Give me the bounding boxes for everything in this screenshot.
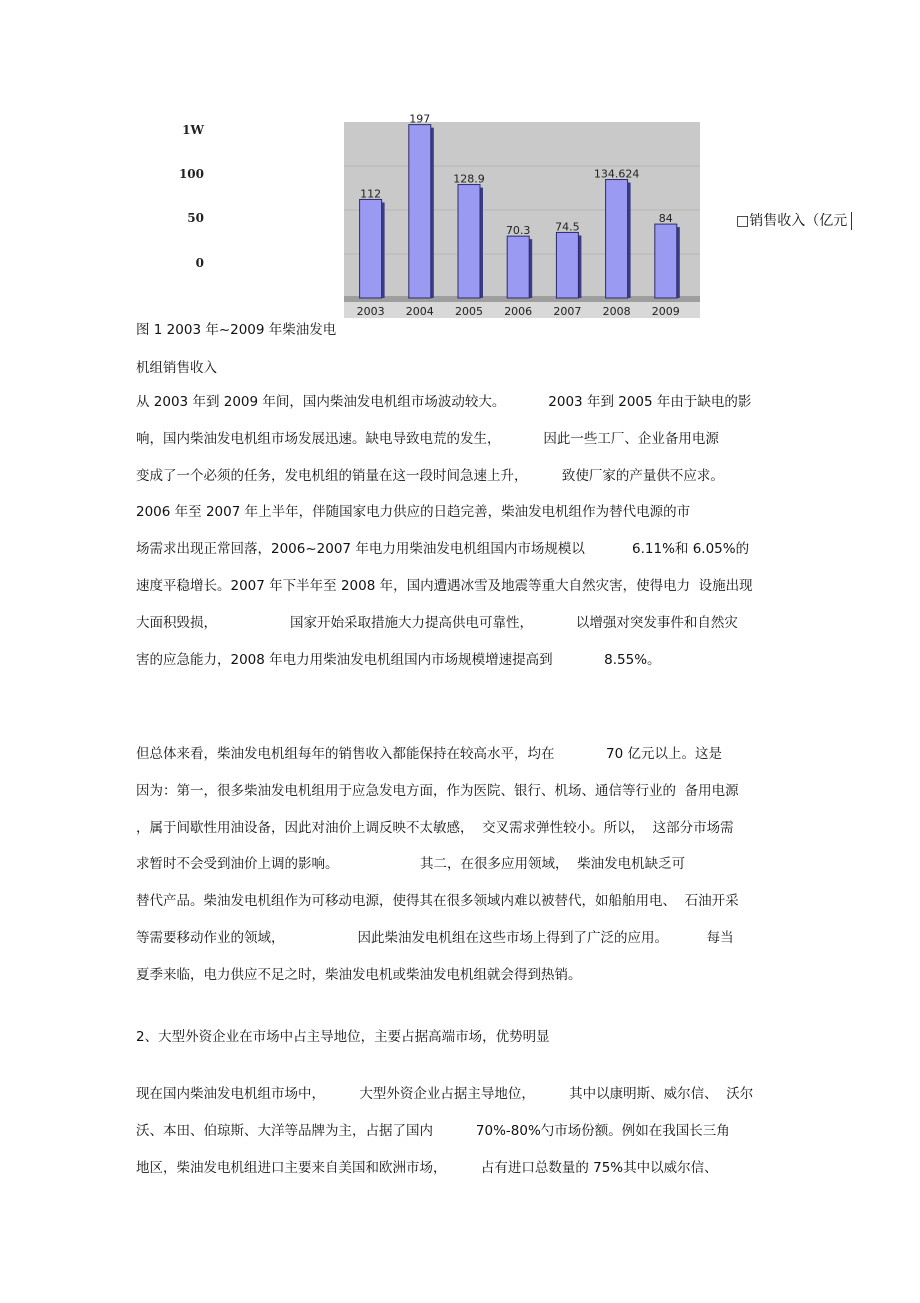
text-line: 从 2003 年到 2009 年间，国内柴油发电机组市场波动较大。 2003 年到 2005 年由于缺电的影 — [136, 394, 752, 410]
section-heading: 2、大型外资企业在市场中占主导地位，主要占据高端市场，优势明显 — [136, 1029, 550, 1045]
data-label: 70.3 — [505, 224, 531, 238]
sales-revenue-bar-chart — [344, 112, 700, 318]
chart-legend: □销售收入（亿元 — [736, 212, 852, 230]
bar — [655, 224, 677, 298]
bar — [409, 125, 431, 298]
y-tick-label: 0 — [195, 256, 204, 270]
text-line: 但总体来看，柴油发电机组每年的销售收入都能保持在较高水平，均在 70 亿元以上。这是 — [136, 746, 722, 762]
text-line: 害的应急能力，2008 年电力用柴油发电机组国内市场规模增速提高到 8.55%。 — [136, 651, 661, 668]
text-line: 大面积毁损， 国家开始采取措施大力提高供电可靠性， 以增强对突发事件和自然灾 — [136, 614, 738, 631]
x-tick-label: 2007 — [553, 305, 582, 318]
y-tick-label: 100 — [178, 167, 204, 181]
bar — [606, 180, 628, 298]
text-line: 速度平稳增长。2007 年下半年至 2008 年，国内遭遇冰雪及地震等重大自然灾害，使得电力 设施出现 — [136, 577, 753, 594]
x-tick-label: 2003 — [356, 305, 385, 318]
data-label: 128.9 — [453, 172, 485, 186]
text-line: 地区，柴油发电机组进口主要来自美国和欧洲市场， 占有进口总数量的 75%其中以威尔信、 — [136, 1159, 718, 1176]
data-label: 112 — [360, 187, 382, 201]
text-line: ，属于间歇性用油设备，因此对油价上调反映不太敏感， 交叉需求弹性较小。所以， 这部分市场需 — [136, 819, 734, 836]
data-label: 134.624 — [593, 167, 640, 181]
y-tick-label: 50 — [187, 211, 204, 225]
data-label: 197 — [409, 112, 431, 126]
data-label: 74.5 — [555, 220, 580, 234]
x-tick-label: 2006 — [504, 305, 533, 318]
figure-caption-line1: 图 1 2003 年~2009 年柴油发电 — [136, 322, 337, 338]
bar — [458, 185, 480, 298]
text-line: 替代产品。柴油发电机组作为可移动电源，使得其在很多领域内难以被替代，如船舶用电、 石油开采 — [136, 893, 739, 910]
text-line: 夏季来临，电力供应不足之时，柴油发电机或柴油发电机组就会得到热销。 — [136, 966, 582, 983]
x-tick-label: 2005 — [455, 305, 483, 318]
y-tick-label: 1W — [182, 123, 204, 137]
x-tick-label: 2009 — [651, 305, 680, 318]
bar — [360, 199, 382, 298]
text-line: 场需求出现正常回落，2006~2007 年电力用柴油发电机组国内市场规模以 6.11%和 6.05%的 — [136, 541, 750, 558]
text-line: 2006 年至 2007 年上半年，伴随国家电力供应的日趋完善，柴油发电机组作为替代电源的市 — [136, 504, 691, 521]
figure-caption-line2: 机组销售收入 — [136, 360, 217, 376]
bar — [507, 236, 529, 298]
text-line: 现在国内柴油发电机组市场中， 大型外资企业占据主导地位， 其中以康明斯、威尔信、 沃尔 — [136, 1086, 754, 1102]
text-line: 因为：第一，很多柴油发电机组用于应急发电方面，作为医院、银行、机场、通信等行业的 备用电源 — [136, 782, 739, 799]
bar — [556, 232, 578, 298]
text-line: 响，国内柴油发电机组市场发展迅速。缺电导致电荒的发生， 因此一些工厂、企业备用电源 — [136, 430, 719, 447]
text-line: 变成了一个必须的任务，发电机组的销量在这一段时间急速上升， 致使厂家的产量供不应求。 — [136, 467, 724, 484]
x-tick-label: 2004 — [405, 305, 434, 318]
data-label: 84 — [658, 212, 673, 226]
x-tick-label: 2008 — [602, 305, 631, 318]
text-line: 沃、本田、伯琼斯、大洋等品牌为主，占据了国内 70%-80%勺市场份额。例如在我国长三角 — [136, 1122, 730, 1139]
paragraph-1 — [136, 384, 786, 678]
paragraph-2 — [136, 736, 786, 994]
text-line: 求暂时不会受到油价上调的影响。 其二，在很多应用领域， 柴油发电机缺乏可 — [136, 856, 686, 873]
text-line: 等需要移动作业的领域， 因此柴油发电机组在这些市场上得到了广泛的应用。 每当 — [136, 929, 734, 946]
paragraph-3 — [136, 1076, 786, 1186]
